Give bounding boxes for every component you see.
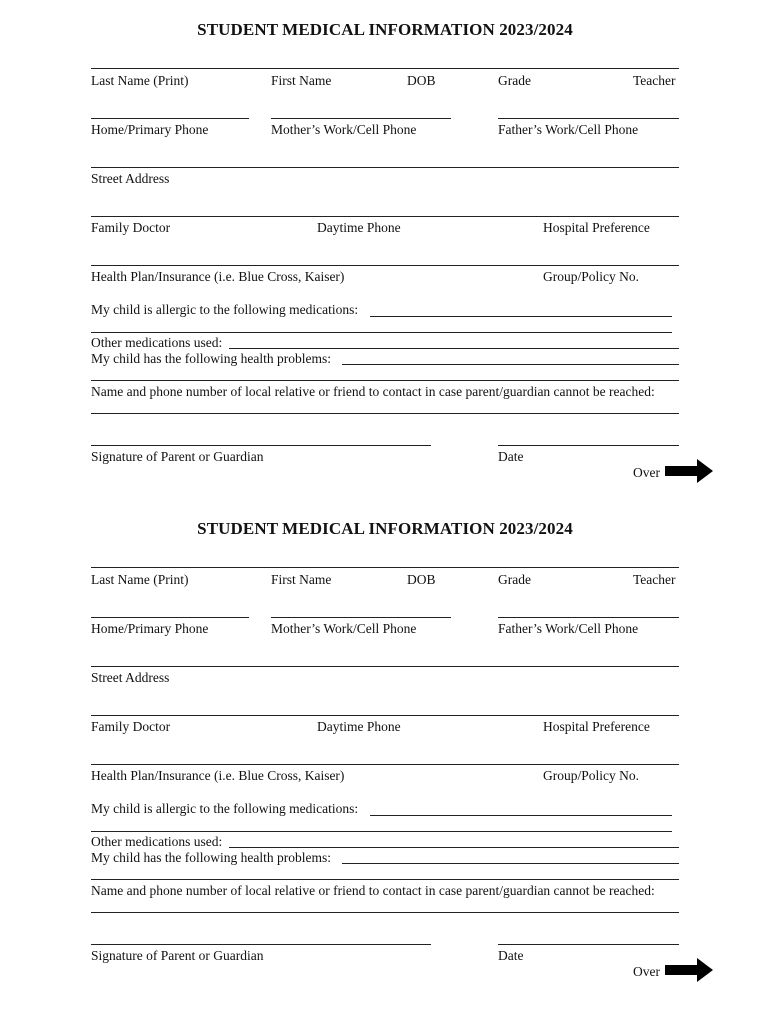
home-phone-label: Home/Primary Phone <box>91 122 209 137</box>
allergic-medications-line[interactable] <box>370 316 672 317</box>
date-line[interactable] <box>498 944 679 945</box>
mother-phone-label: Mother’s Work/Cell Phone <box>271 621 417 636</box>
health-problems-label: My child has the following health problems: <box>91 351 331 366</box>
health-problems-line-2[interactable] <box>91 879 679 880</box>
date-label: Date <box>498 449 524 464</box>
hospital-preference-label: Hospital Preference <box>543 719 650 734</box>
street-address-label: Street Address <box>91 171 170 186</box>
allergic-medications-line-2[interactable] <box>91 831 672 832</box>
allergic-medications-line[interactable] <box>370 815 672 816</box>
street-address-label: Street Address <box>91 670 170 685</box>
street-address-line[interactable] <box>91 666 679 667</box>
home-phone-line[interactable] <box>91 617 249 618</box>
home-phone-label: Home/Primary Phone <box>91 621 209 636</box>
other-medications-label: Other medications used: <box>91 335 223 350</box>
doctor-line[interactable] <box>91 216 679 217</box>
emergency-contact-label: Name and phone number of local relative or friend to contact in case parent/guardian cannot be reached: <box>91 384 655 399</box>
father-phone-label: Father’s Work/Cell Phone <box>498 621 639 636</box>
allergic-medications-line-2[interactable] <box>91 332 672 333</box>
emergency-contact-line[interactable] <box>91 912 679 913</box>
grade-label: Grade <box>498 73 531 88</box>
home-phone-line[interactable] <box>91 118 249 119</box>
family-doctor-label: Family Doctor <box>91 220 171 235</box>
last-name-label: Last Name (Print) <box>91 572 189 587</box>
signature-line[interactable] <box>91 445 431 446</box>
family-doctor-label: Family Doctor <box>91 719 171 734</box>
emergency-contact-label: Name and phone number of local relative or friend to contact in case parent/guardian cannot be reached: <box>91 883 655 898</box>
teacher-label: Teacher <box>633 572 676 587</box>
health-problems-line[interactable] <box>342 364 679 365</box>
over-label: Over <box>633 465 660 480</box>
medical-form-2 <box>0 499 770 999</box>
signature-label: Signature of Parent or Guardian <box>91 948 264 963</box>
form-title: STUDENT MEDICAL INFORMATION 2023/2024 <box>197 519 573 538</box>
allergic-medications-label: My child is allergic to the following medications: <box>91 302 359 317</box>
other-medications-line[interactable] <box>229 348 679 349</box>
group-policy-label: Group/Policy No. <box>543 269 639 284</box>
signature-line[interactable] <box>91 944 431 945</box>
right-arrow-icon <box>665 459 713 483</box>
other-medications-label: Other medications used: <box>91 834 223 849</box>
signature-label: Signature of Parent or Guardian <box>91 449 264 464</box>
dob-label: DOB <box>407 572 436 587</box>
allergic-medications-label: My child is allergic to the following medications: <box>91 801 359 816</box>
teacher-label: Teacher <box>633 73 676 88</box>
mother-phone-line[interactable] <box>271 118 451 119</box>
other-medications-line[interactable] <box>229 847 679 848</box>
health-problems-line[interactable] <box>342 863 679 864</box>
mother-phone-label: Mother’s Work/Cell Phone <box>271 122 417 137</box>
first-name-label: First Name <box>271 572 332 587</box>
father-phone-label: Father’s Work/Cell Phone <box>498 122 639 137</box>
hospital-preference-label: Hospital Preference <box>543 220 650 235</box>
medical-form-1 <box>0 0 770 500</box>
grade-label: Grade <box>498 572 531 587</box>
father-phone-line[interactable] <box>498 118 679 119</box>
group-policy-label: Group/Policy No. <box>543 768 639 783</box>
street-address-line[interactable] <box>91 167 679 168</box>
date-label: Date <box>498 948 524 963</box>
health-problems-label: My child has the following health problems: <box>91 850 331 865</box>
mother-phone-line[interactable] <box>271 617 451 618</box>
health-plan-label: Health Plan/Insurance (i.e. Blue Cross, Kaiser) <box>91 269 345 284</box>
daytime-phone-label: Daytime Phone <box>317 719 401 734</box>
health-problems-line-2[interactable] <box>91 380 679 381</box>
form-title: STUDENT MEDICAL INFORMATION 2023/2024 <box>197 20 573 39</box>
doctor-line[interactable] <box>91 715 679 716</box>
name-dob-grade-teacher-line[interactable] <box>91 68 679 69</box>
right-arrow-icon <box>665 958 713 982</box>
father-phone-line[interactable] <box>498 617 679 618</box>
last-name-label: Last Name (Print) <box>91 73 189 88</box>
insurance-line[interactable] <box>91 764 679 765</box>
emergency-contact-line[interactable] <box>91 413 679 414</box>
date-line[interactable] <box>498 445 679 446</box>
name-dob-grade-teacher-line[interactable] <box>91 567 679 568</box>
over-label: Over <box>633 964 660 979</box>
insurance-line[interactable] <box>91 265 679 266</box>
health-plan-label: Health Plan/Insurance (i.e. Blue Cross, Kaiser) <box>91 768 345 783</box>
dob-label: DOB <box>407 73 436 88</box>
first-name-label: First Name <box>271 73 332 88</box>
daytime-phone-label: Daytime Phone <box>317 220 401 235</box>
